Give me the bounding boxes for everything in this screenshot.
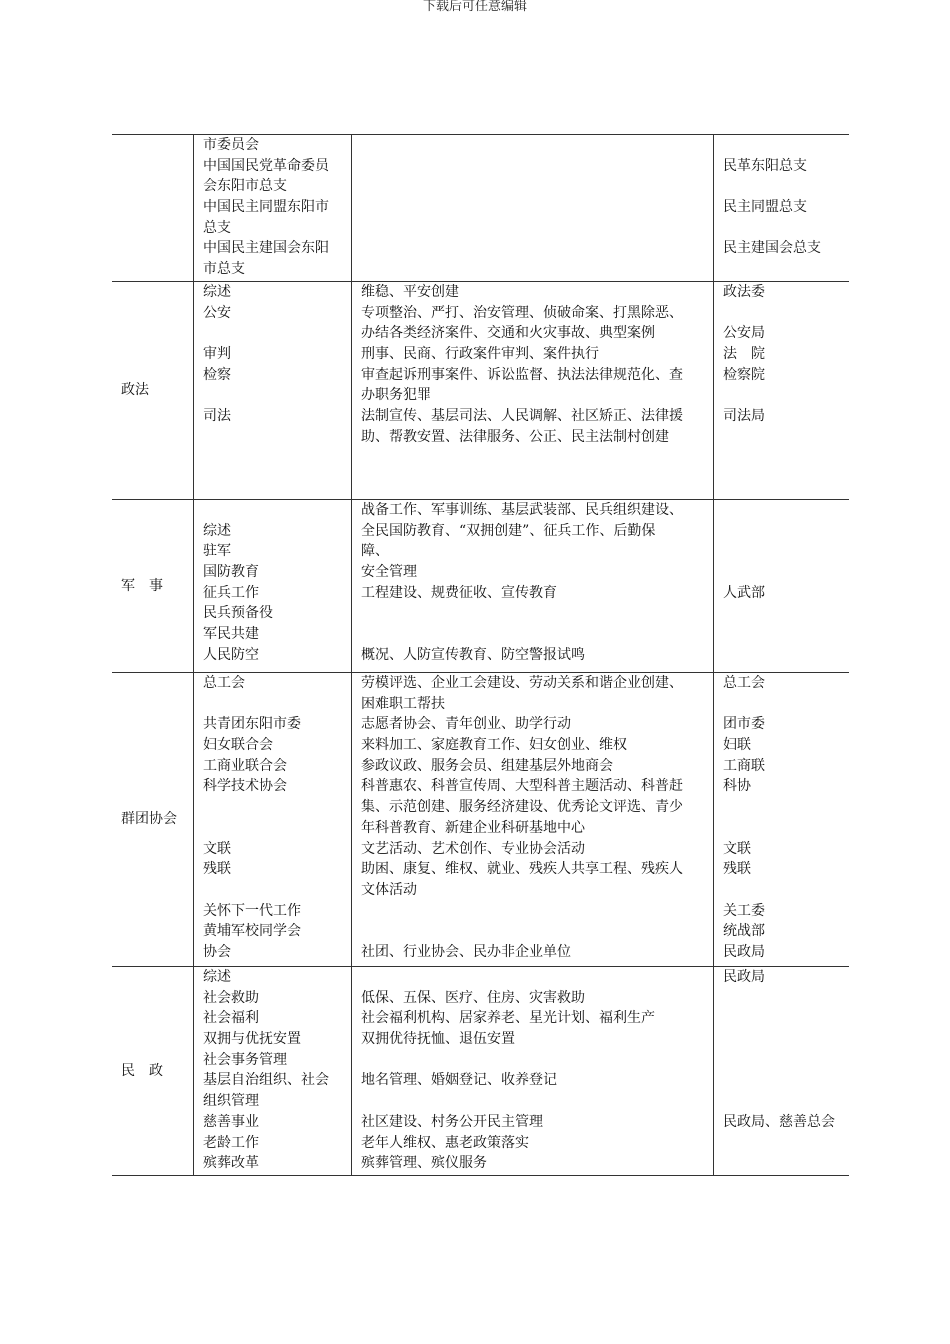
- department-cell: [714, 135, 850, 282]
- department-line: 残联: [723, 861, 751, 878]
- category-cell: [112, 135, 194, 282]
- department-line: [723, 1029, 849, 1050]
- subject-line: 双拥与优抚安置: [203, 1031, 301, 1048]
- subject-line: 中国民主同盟东阳市: [203, 199, 329, 216]
- subject-line: 人民防空: [203, 646, 259, 663]
- classification-table: [112, 134, 849, 1176]
- department-line: [723, 135, 849, 156]
- department-cell: [714, 282, 850, 500]
- subject-line: 慈善事业: [203, 1113, 259, 1130]
- subject-line: 协会: [203, 943, 231, 960]
- content-line: 社会福利机构、居家养老、星光计划、福利生产: [361, 1010, 655, 1027]
- department-line: [723, 500, 849, 521]
- subject-line: 基层自治组织、社会: [203, 1072, 329, 1089]
- subject-line: [203, 500, 351, 521]
- department-line: [723, 303, 849, 324]
- department-line: 司法局: [723, 408, 765, 425]
- subject-line: 征兵工作: [203, 584, 259, 601]
- department-line: 团市委: [723, 716, 765, 733]
- content-line: 办结各类经济案件、交通和火灾事故、典型案例: [361, 325, 655, 342]
- department-line: 文联: [723, 840, 751, 857]
- subject-line: 总工会: [203, 675, 245, 691]
- subject-line: [203, 818, 351, 839]
- content-line: 社区建设、村务公开民主管理: [361, 1113, 543, 1130]
- department-line: [723, 541, 849, 562]
- subject-line: 科学技术协会: [203, 778, 287, 795]
- subject-cell: [194, 500, 352, 673]
- table-row: [112, 967, 849, 1176]
- subject-cell: [194, 967, 352, 1176]
- department-line: [723, 988, 849, 1009]
- content-line: 专项整治、严打、治安管理、侦破命案、打黑除恶、: [361, 304, 683, 321]
- subject-line: 社会福利: [203, 1010, 259, 1027]
- content-cell: [352, 673, 714, 967]
- department-line: 妇联: [723, 737, 751, 754]
- department-line: [723, 694, 849, 715]
- department-line: 法 院: [723, 346, 765, 363]
- subject-line: [203, 323, 351, 344]
- content-cell: [352, 967, 714, 1176]
- subject-line: 中国国民党革命委员: [203, 157, 329, 174]
- department-line: 科协: [723, 778, 751, 795]
- subject-line: 司法: [203, 408, 231, 425]
- department-line: 民主建国会总支: [723, 240, 821, 257]
- department-line: [723, 818, 849, 839]
- content-line: [361, 901, 713, 922]
- content-line: [361, 624, 713, 645]
- subject-line: 黄埔军校同学会: [203, 923, 301, 940]
- subject-line: 关怀下一代工作: [203, 902, 301, 919]
- department-line: [723, 1008, 849, 1029]
- department-line: 公安局: [723, 325, 765, 342]
- subject-line: 老龄工作: [203, 1134, 259, 1151]
- category-cell: 群团协会: [112, 673, 194, 967]
- subject-line: 市总支: [203, 261, 245, 278]
- table-row: [112, 135, 849, 282]
- subject-cell: [194, 135, 352, 282]
- content-line: [361, 1091, 713, 1112]
- content-line: 老年人维权、惠老政策落实: [361, 1134, 529, 1151]
- department-line: [723, 562, 849, 583]
- page-header: 下载后可任意编辑: [422, 0, 527, 14]
- content-line: [361, 967, 713, 988]
- content-line: 助、帮教安置、法律服务、公正、民主法制村创建: [361, 428, 669, 445]
- department-line: [723, 218, 849, 239]
- table-row: [112, 500, 849, 673]
- department-line: 检察院: [723, 366, 765, 383]
- content-cell: [352, 500, 714, 673]
- department-line: [723, 797, 849, 818]
- subject-line: 工商业联合会: [203, 757, 287, 774]
- subject-line: 综述: [203, 969, 231, 985]
- content-line: 工程建设、规费征收、宣传教育: [361, 584, 557, 601]
- subject-line: 市委员会: [203, 137, 259, 153]
- category-cell: 民 政: [112, 967, 194, 1176]
- subject-line: 共青团东阳市委: [203, 716, 301, 733]
- department-line: 人武部: [723, 584, 765, 601]
- subject-line: 社会救助: [203, 989, 259, 1006]
- content-line: 参政议政、服务会员、组建基层外地商会: [361, 757, 613, 774]
- department-line: 工商联: [723, 757, 765, 774]
- subject-line: 文联: [203, 840, 231, 857]
- subject-line: 审判: [203, 346, 231, 363]
- content-line: 社团、行业协会、民办非企业单位: [361, 943, 571, 960]
- content-line: 安全管理: [361, 564, 417, 581]
- department-line: [723, 176, 849, 197]
- subject-line: 残联: [203, 861, 231, 878]
- content-line: 困难职工帮扶: [361, 695, 445, 712]
- content-line: 地名管理、婚姻登记、收养登记: [361, 1072, 557, 1089]
- department-line: 民革东阳总支: [723, 157, 807, 174]
- subject-line: 检察: [203, 366, 231, 383]
- subject-line: 中国民主建国会东阳: [203, 240, 329, 257]
- content-line: 来料加工、家庭教育工作、妇女创业、维权: [361, 737, 627, 754]
- subject-line: 综述: [203, 522, 231, 539]
- subject-line: 国防教育: [203, 564, 259, 581]
- department-line: [723, 880, 849, 901]
- department-line: [723, 1091, 849, 1112]
- content-line: [361, 1050, 713, 1071]
- department-line: 民政局: [723, 969, 765, 985]
- content-cell: [352, 135, 714, 282]
- content-line: 文体活动: [361, 881, 417, 898]
- subject-line: 公安: [203, 304, 231, 321]
- content-line: 文艺活动、艺术创作、专业协会活动: [361, 840, 585, 857]
- department-cell: [714, 673, 850, 967]
- subject-line: 军民共建: [203, 626, 259, 643]
- table-row: [112, 282, 849, 500]
- subject-line: 殡葬改革: [203, 1155, 259, 1172]
- content-line: 年科普教育、新建企业科研基地中心: [361, 819, 585, 836]
- department-cell: [714, 967, 850, 1176]
- content-line: 劳模评选、企业工会建设、劳动关系和谐企业创建、: [361, 675, 683, 691]
- table-row: [112, 673, 849, 967]
- department-cell: [714, 500, 850, 673]
- category-cell: 政法: [112, 282, 194, 500]
- content-line: 维稳、平安创建: [361, 284, 459, 300]
- content-line: 低保、五保、医疗、住房、灾害救助: [361, 989, 585, 1006]
- category-cell: 军 事: [112, 500, 194, 673]
- content-line: 审查起诉刑事案件、诉讼监督、执法法律规范化、查: [361, 366, 683, 383]
- content-line: 志愿者协会、青年创业、助学行动: [361, 716, 571, 733]
- subject-line: 会东阳市总支: [203, 178, 287, 195]
- content-line: [361, 603, 713, 624]
- department-line: [723, 521, 849, 542]
- subject-line: 组织管理: [203, 1093, 259, 1110]
- subject-cell: [194, 673, 352, 967]
- content-line: 法制宣传、基层司法、人民调解、社区矫正、法律援: [361, 408, 683, 425]
- department-line: 民政局: [723, 943, 765, 960]
- subject-line: [203, 797, 351, 818]
- department-line: 民政局、慈善总会: [723, 1113, 835, 1130]
- department-line: 民主同盟总支: [723, 199, 807, 216]
- department-line: [723, 259, 849, 280]
- content-line: 双拥优待抚恤、退伍安置: [361, 1031, 515, 1048]
- content-line: 概况、人防宣传教育、防空警报试鸣: [361, 646, 585, 663]
- content-line: 集、示范创建、服务经济建设、优秀论文评选、青少: [361, 799, 683, 816]
- department-line: [723, 1050, 849, 1071]
- content-line: 殡葬管理、殡仪服务: [361, 1155, 487, 1172]
- content-line: 刑事、民商、行政案件审判、案件执行: [361, 346, 599, 363]
- content-line: 障、: [361, 543, 389, 560]
- subject-line: 驻军: [203, 543, 231, 560]
- subject-line: [203, 694, 351, 715]
- subject-cell: [194, 282, 352, 500]
- content-line: [361, 921, 713, 942]
- subject-line: [203, 880, 351, 901]
- department-line: [723, 385, 849, 406]
- department-line: 统战部: [723, 923, 765, 940]
- department-line: 政法委: [723, 284, 765, 300]
- department-line: 关工委: [723, 902, 765, 919]
- subject-line: [203, 385, 351, 406]
- subject-line: 总支: [203, 219, 231, 236]
- subject-line: 社会事务管理: [203, 1051, 287, 1068]
- department-line: [723, 1070, 849, 1091]
- department-line: 总工会: [723, 675, 765, 691]
- content-line: 助困、康复、维权、就业、残疾人共享工程、残疾人: [361, 861, 683, 878]
- content-line: 办职务犯罪: [361, 387, 431, 404]
- content-line: 战备工作、军事训练、基层武装部、民兵组织建设、: [361, 502, 683, 518]
- subject-line: 民兵预备役: [203, 605, 273, 622]
- subject-line: 妇女联合会: [203, 737, 273, 754]
- content-line: 全民国防教育、“双拥创建”、征兵工作、后勤保: [361, 522, 656, 539]
- subject-line: 综述: [203, 284, 231, 300]
- content-cell: [352, 282, 714, 500]
- content-line: 科普惠农、科普宣传周、大型科普主题活动、科普赶: [361, 778, 683, 795]
